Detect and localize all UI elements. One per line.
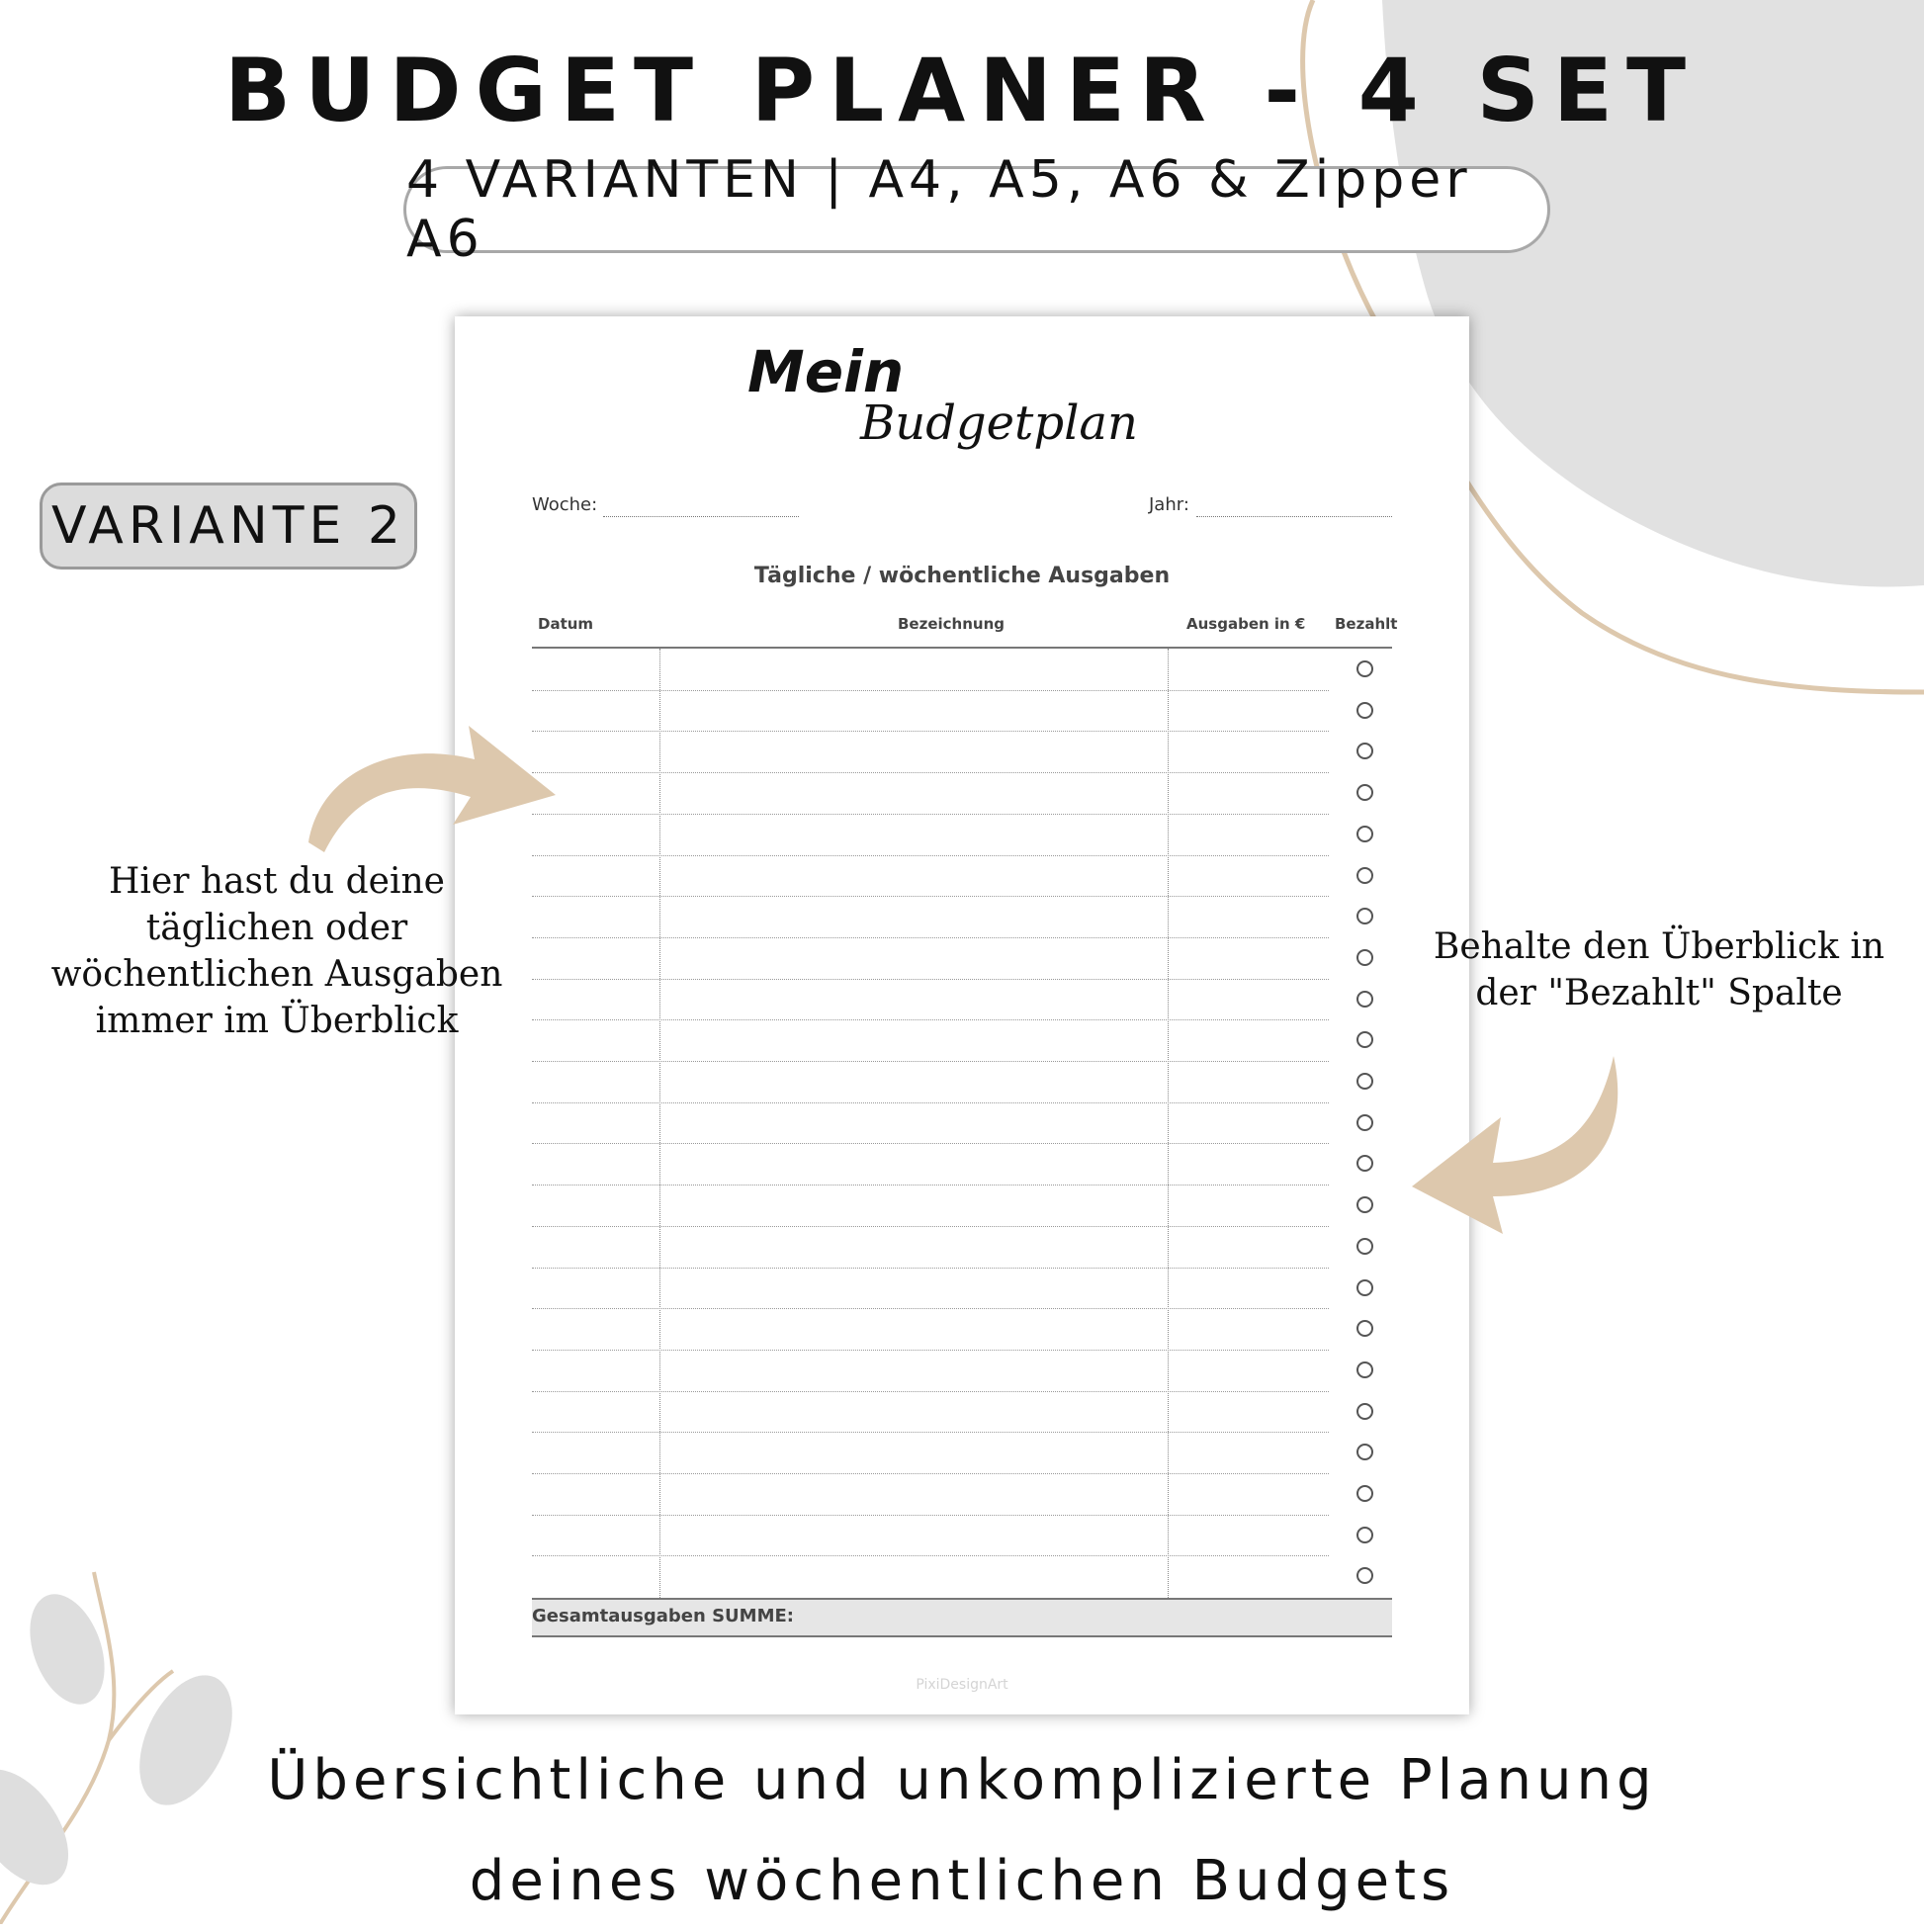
table-row-line: [532, 979, 1329, 980]
paid-checkbox[interactable]: [1356, 991, 1373, 1008]
week-line: [603, 516, 799, 517]
table-row-line: [532, 1143, 1329, 1144]
note-left: [40, 858, 514, 1044]
paid-checkbox[interactable]: [1356, 1031, 1373, 1048]
table-row-line: [532, 690, 1329, 691]
column-header-bezahlt: Bezahlt: [1335, 615, 1398, 633]
paid-checkbox[interactable]: [1356, 1567, 1373, 1584]
paid-checkbox[interactable]: [1356, 1196, 1373, 1213]
caption-line-2: deines wöchentlichen Budgets: [469, 1849, 1455, 1913]
table-row-line: [532, 1555, 1329, 1556]
paid-checkbox[interactable]: [1356, 784, 1373, 801]
leaf-shape: [16, 1584, 119, 1714]
table-row-line: [532, 1185, 1329, 1186]
column-header-bezeichnung: Bezeichnung: [898, 615, 1005, 633]
paid-checkbox[interactable]: [1356, 1527, 1373, 1543]
variant-badge-label: VARIANTE 2: [51, 496, 405, 556]
paid-checkbox[interactable]: [1356, 1155, 1373, 1172]
table-row-line: [532, 1019, 1329, 1020]
table-row-line: [532, 1268, 1329, 1269]
column-divider: [659, 649, 660, 1598]
table-row-line: [532, 1391, 1329, 1392]
table-row-line: [532, 1473, 1329, 1474]
table-row-line: [532, 1061, 1329, 1062]
paid-checkbox[interactable]: [1356, 1361, 1373, 1378]
bottom-caption: [0, 1730, 1924, 1932]
week-label: Woche:: [532, 494, 598, 515]
table-row-line: [532, 937, 1329, 938]
table-header-rule: [532, 647, 1392, 649]
paid-checkbox[interactable]: [1356, 826, 1373, 842]
table-row-line: [532, 1308, 1329, 1309]
table-row-line: [532, 896, 1329, 897]
table-row-line: [532, 1515, 1329, 1516]
paid-checkbox[interactable]: [1356, 1403, 1373, 1420]
column-divider: [1168, 649, 1169, 1598]
sum-bar: [532, 1598, 1392, 1637]
sheet-title-sub: Budgetplan: [860, 395, 1138, 451]
arrow-left-icon: [1404, 1048, 1641, 1256]
page-title: BUDGET PLANER - 4 SET: [224, 40, 1700, 141]
table-row-line: [532, 1350, 1329, 1351]
paid-checkbox[interactable]: [1356, 1073, 1373, 1090]
paid-checkbox[interactable]: [1356, 660, 1373, 677]
table-row-line: [532, 1102, 1329, 1103]
note-right: [1432, 923, 1886, 1016]
sheet-title-main: Mein: [747, 338, 905, 405]
arrow-right-icon: [297, 712, 573, 860]
paid-checkbox[interactable]: [1356, 1279, 1373, 1296]
year-line: [1196, 516, 1392, 517]
paid-checkbox[interactable]: [1356, 867, 1373, 884]
paid-checkbox[interactable]: [1356, 1444, 1373, 1460]
paid-checkbox[interactable]: [1356, 908, 1373, 924]
watermark: PixiDesignArt: [916, 1677, 1008, 1693]
note-left-line: wöchentlichen Ausgaben: [50, 954, 503, 995]
paid-checkbox[interactable]: [1356, 949, 1373, 966]
table-row-line: [532, 855, 1329, 856]
column-header-ausgaben: Ausgaben in €: [1186, 615, 1306, 633]
caption-line-1: Übersichtliche und unkomplizierte Planung: [267, 1748, 1657, 1812]
table-row-line: [532, 772, 1329, 773]
table-row-line: [532, 731, 1329, 732]
subtitle-text: 4 VARIANTEN | A4, A5, A6 & Zipper A6: [406, 150, 1472, 269]
year-label: Jahr:: [1149, 494, 1189, 515]
variant-badge: [40, 483, 417, 570]
subtitle-pill: [403, 150, 1550, 269]
note-left-line: täglichen oder: [145, 908, 408, 948]
paid-checkbox[interactable]: [1356, 1114, 1373, 1131]
note-right-line: Behalte den Überblick in: [1433, 926, 1885, 967]
table-row-line: [532, 1226, 1329, 1227]
paid-checkbox[interactable]: [1356, 1320, 1373, 1337]
paid-checkbox[interactable]: [1356, 1238, 1373, 1255]
section-heading: Tägliche / wöchentliche Ausgaben: [753, 564, 1171, 588]
sum-label: Gesamtausgaben SUMME:: [532, 1606, 794, 1626]
table-row-line: [532, 814, 1329, 815]
paid-checkbox[interactable]: [1356, 1485, 1373, 1502]
planner-sheet: [455, 316, 1469, 1714]
paid-checkbox[interactable]: [1356, 702, 1373, 719]
note-left-line: immer im Überblick: [95, 1001, 459, 1041]
table-row-line: [532, 1432, 1329, 1433]
note-left-line: Hier hast du deine: [109, 861, 445, 902]
note-right-line: der "Bezahlt" Spalte: [1475, 973, 1843, 1013]
column-header-datum: Datum: [538, 615, 594, 633]
paid-checkbox[interactable]: [1356, 743, 1373, 759]
